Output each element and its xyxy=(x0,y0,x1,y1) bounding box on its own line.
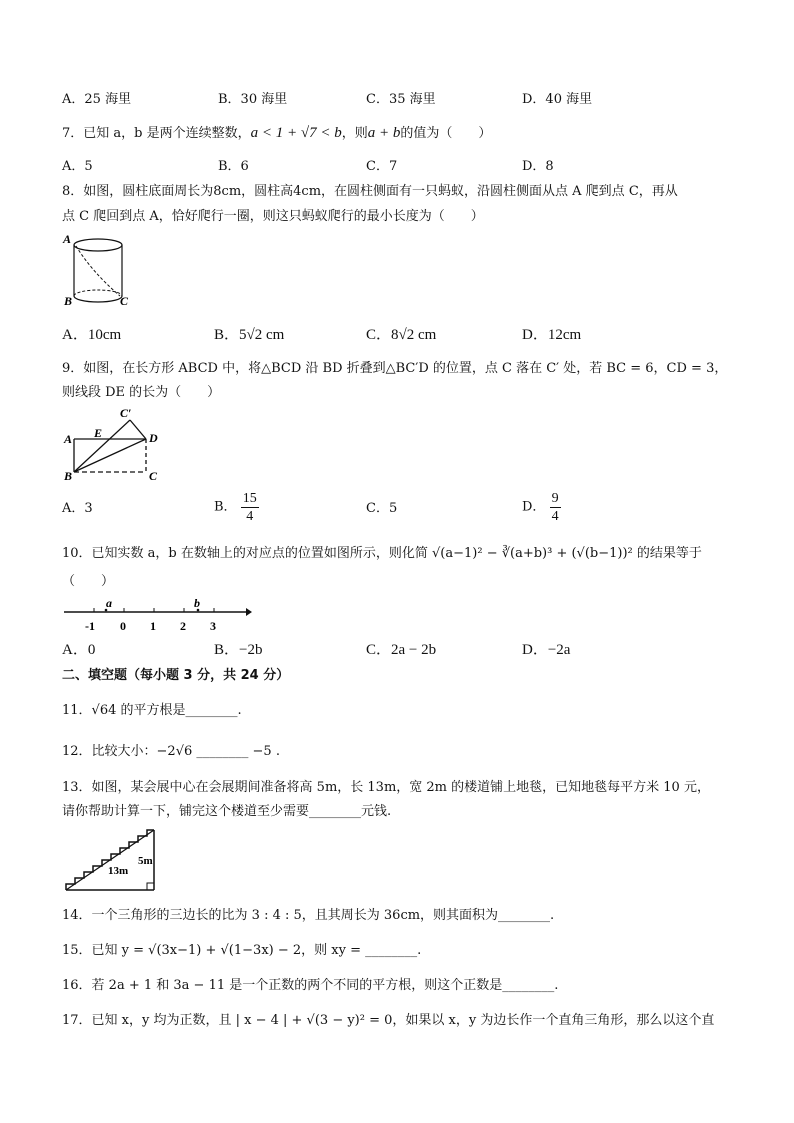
q7-stem xyxy=(62,124,491,143)
q9-stem-line1: 9．如图，在长方形 ABCD 中，将△BCD 沿 BD 折叠到△BC′D 的位置，点 C 落在 C′ 处，若 BC = 6，CD = 3， xyxy=(62,361,728,376)
frac-denominator: 4 xyxy=(551,509,559,524)
cylinder-top-ellipse xyxy=(74,239,122,251)
tick-label: 3 xyxy=(210,619,216,633)
rect-label-d: D xyxy=(149,431,158,445)
q6-option-d: D．40 海里 xyxy=(522,92,593,107)
diagonal-bd xyxy=(74,439,146,472)
q6-option-c: C．35 海里 xyxy=(366,92,436,107)
q7-text-post: 的值为（ ） xyxy=(400,126,492,141)
q13-stem-line2: 请你帮助计算一下，铺完这个楼道至少需要________元钱. xyxy=(62,804,392,819)
q9-option-c: C．5 xyxy=(366,501,398,516)
point-label-b: b xyxy=(194,596,200,610)
q9-option-b-fraction xyxy=(241,490,259,525)
q9-option-d-fraction xyxy=(550,490,561,525)
q9-option-a: A．3 xyxy=(62,501,93,516)
cylinder-bottom-back xyxy=(74,290,122,296)
q10-option-a: A．0 xyxy=(62,642,96,658)
q13-stem-line1: 13．如图，某会展中心在会展期间准备将高 5m，长 13m，宽 2m 的楼道铺上地毯，已知地毯每平方米 10 元， xyxy=(62,780,710,795)
q6-option-a: A．25 海里 xyxy=(62,92,132,107)
frac-denominator: 4 xyxy=(246,509,254,524)
point-label-a: a xyxy=(106,596,112,610)
label-hypotenuse: 13m xyxy=(108,865,129,877)
frac-numerator: 9 xyxy=(551,491,559,506)
q10-option-d: D．−2a xyxy=(522,642,571,658)
q10-option-b: B．−2b xyxy=(214,642,263,658)
rect-label-c: C xyxy=(149,469,158,482)
q8-option-a: A．10cm xyxy=(62,327,122,343)
q16-stem: 16．若 2a + 1 和 3a − 11 是一个正数的两个不同的平方根，则这个正数是________. xyxy=(62,978,559,993)
q7-option-c: C．7 xyxy=(366,159,398,174)
cylinder-label-c: C xyxy=(120,294,129,308)
right-angle-mark xyxy=(147,883,154,890)
axis-arrow-icon xyxy=(246,608,252,616)
q7-option-d: D．8 xyxy=(522,159,554,174)
q9-rectangle-figure xyxy=(62,406,172,482)
side-c-prime-d xyxy=(130,420,146,439)
q8-stem-line1: 8．如图，圆柱底面周长为8cm，圆柱高4cm，在圆柱侧面有一只蚂蚁，沿圆柱侧面从点 A 爬到点 C，再从 xyxy=(62,184,678,199)
q9-option-d xyxy=(522,490,561,530)
rect-label-e: E xyxy=(94,426,103,440)
tick-label: -1 xyxy=(85,619,95,633)
q10-option-c: C．2a − 2b xyxy=(366,642,437,658)
q9-option-b xyxy=(214,490,259,530)
frac-numerator: 15 xyxy=(242,491,257,506)
tick-label: 2 xyxy=(180,619,186,633)
rect-label-b: B xyxy=(64,469,73,482)
q6-option-b: B．30 海里 xyxy=(218,92,288,107)
q8-option-b: B．5√2 cm xyxy=(214,327,285,343)
cylinder-label-a: A xyxy=(63,232,72,246)
rect-label-a: A xyxy=(64,432,73,446)
q10-number-line xyxy=(62,594,254,634)
q13-staircase-figure xyxy=(62,826,162,896)
q14-stem: 14．一个三角形的三边长的比为 3 : 4 : 5，且其周长为 36cm，则其面积为________. xyxy=(62,908,555,923)
q10-stem-line1: 10．已知实数 a，b 在数轴上的对应点的位置如图所示，则化简 √(a−1)² − ∛(a+b)³ + (√(b−1))² 的结果等于 xyxy=(62,546,702,561)
tick-label: 1 xyxy=(150,619,156,633)
q11-stem: 11．√64 的平方根是________. xyxy=(62,703,242,718)
q8-cylinder-figure xyxy=(62,232,132,308)
label-height: 5m xyxy=(138,855,153,867)
q17-stem: 17．已知 x，y 均为正数，且 | x − 4 | + √(3 − y)² = 0，如果以 x，y 为边长作一个直角三角形，那么以这个直 xyxy=(62,1013,715,1028)
q12-stem: 12．比较大小：−2√6 ________ −5 . xyxy=(62,744,280,759)
q8-option-c: C．8√2 cm xyxy=(366,327,437,343)
cylinder-bottom-front xyxy=(74,296,122,302)
section-heading: 二、填空题（每小题 3 分，共 24 分） xyxy=(62,668,290,683)
q9-stem-line2: 则线段 DE 的长为（ ） xyxy=(62,385,221,400)
q15-stem: 15．已知 y = √(3x−1) + √(1−3x) − 2，则 xy = ________. xyxy=(62,943,422,958)
tick-label: 0 xyxy=(120,619,126,633)
q7-text-pre: 已知 a，b 是两个连续整数， xyxy=(83,126,251,141)
q7-option-b: B．6 xyxy=(218,159,249,174)
rect-label-c-prime: C′ xyxy=(120,406,132,420)
q8-option-d: D．12cm xyxy=(522,327,582,343)
q10-stem-line2: （ ） xyxy=(62,574,115,589)
q9-option-d-letter: D． xyxy=(522,499,546,515)
q7-option-a: A．5 xyxy=(62,159,93,174)
q8-stem-line2: 点 C 爬回到点 A，恰好爬行一圈，则这只蚂蚁爬行的最小长度为（ ） xyxy=(62,209,484,224)
ant-path xyxy=(76,246,120,296)
q9-option-b-letter: B． xyxy=(214,499,237,515)
q7-expr2: a + b xyxy=(367,125,401,141)
q7-expr: a < 1 + √7 < b xyxy=(250,125,342,141)
q7-text-mid: ，则 xyxy=(341,126,368,141)
cylinder-label-b: B xyxy=(64,294,73,308)
q7-number: 7． xyxy=(62,126,84,141)
